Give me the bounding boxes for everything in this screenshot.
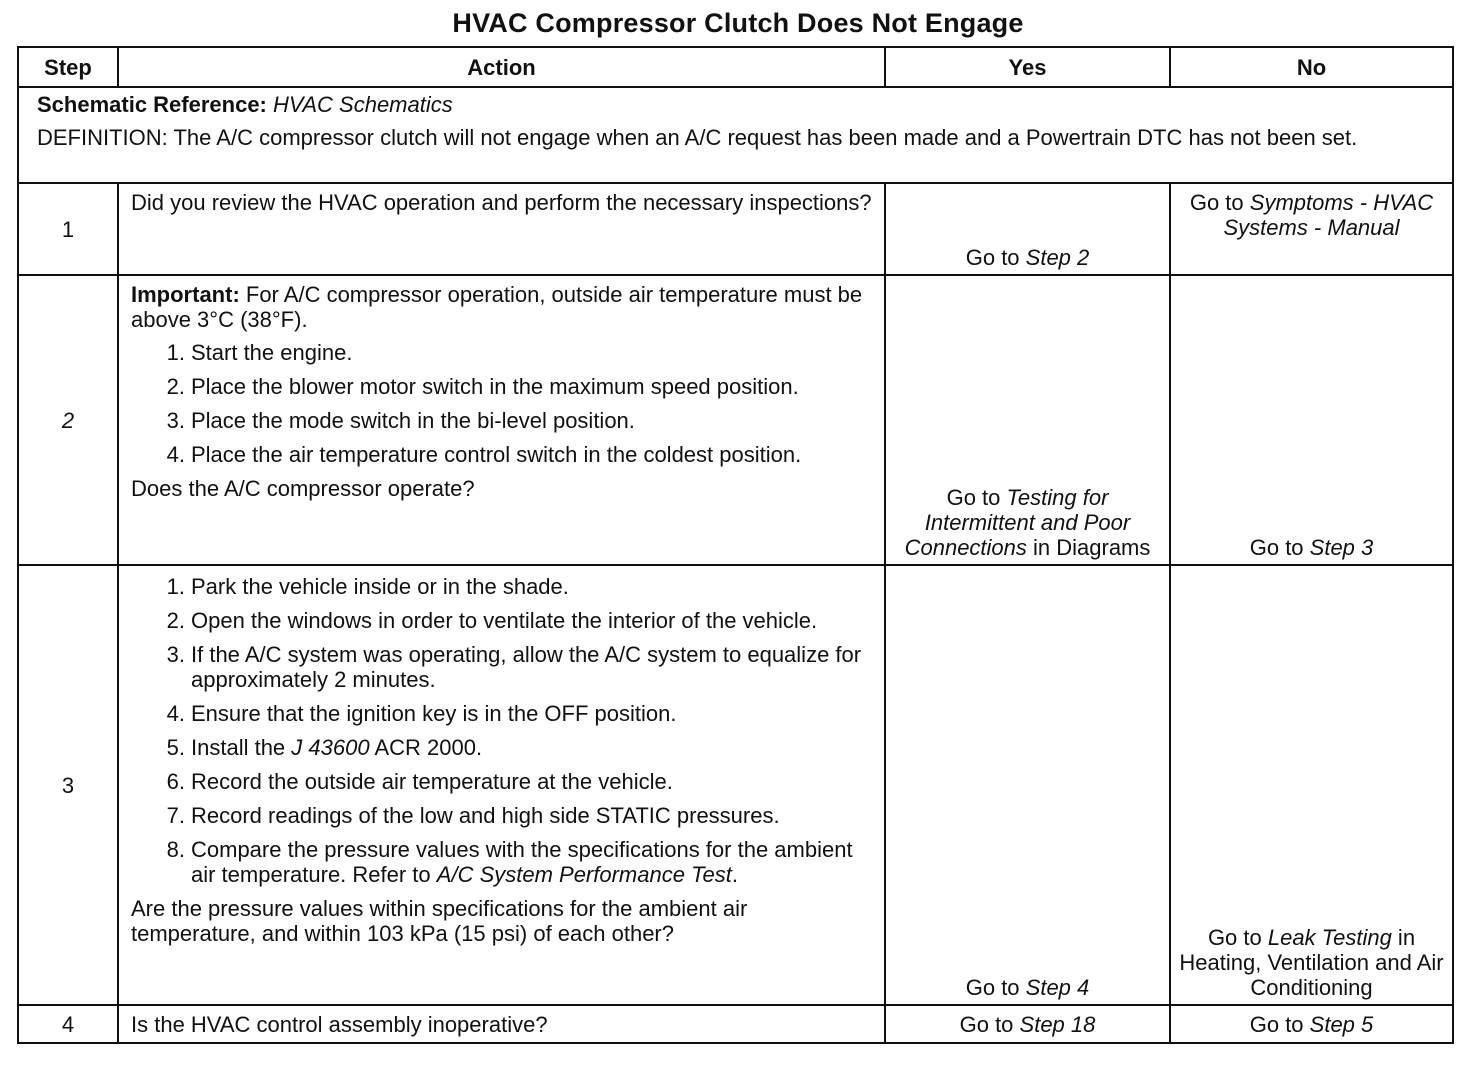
yes-result bbox=[885, 183, 1170, 275]
instruction-list bbox=[131, 340, 874, 467]
no-result bbox=[1170, 183, 1453, 275]
list-item: 1. Start the engine. bbox=[166, 340, 353, 365]
step-question: Are the pressure values within specifications for the ambient air temperature, and within 103 kPa (15 psi) of each other? bbox=[131, 896, 748, 946]
yes-link[interactable]: Step 18 bbox=[1019, 1011, 1096, 1037]
yes-link[interactable]: Step 2 bbox=[1025, 245, 1090, 270]
no-link[interactable]: Step 5 bbox=[1309, 1011, 1374, 1037]
action-cell bbox=[118, 1005, 885, 1043]
result-suffix: in Diagrams bbox=[1026, 535, 1151, 560]
header-row bbox=[18, 47, 1453, 87]
action-cell bbox=[118, 275, 885, 565]
result-prefix: Go to bbox=[1249, 535, 1310, 560]
table-row-step-1 bbox=[18, 183, 1453, 275]
list-item: 2. Open the windows in order to ventilate the interior of the vehicle. bbox=[166, 608, 818, 633]
header-yes: Yes bbox=[885, 47, 1170, 87]
header-no: No bbox=[1170, 47, 1453, 87]
no-link[interactable]: Leak Testing bbox=[1267, 925, 1392, 950]
list-item: 4. Place the air temperature control switch in the coldest position. bbox=[166, 442, 802, 467]
action-cell bbox=[118, 183, 885, 275]
important-label: Important: bbox=[131, 282, 240, 307]
yes-link[interactable]: Step 4 bbox=[1025, 975, 1090, 1000]
list-item: 2. Place the blower motor switch in the maximum speed position. bbox=[166, 374, 799, 399]
header-action: Action bbox=[118, 47, 885, 87]
list-item: 1. Park the vehicle inside or in the shade. bbox=[166, 574, 569, 599]
step-number: 2 bbox=[18, 275, 118, 565]
result-prefix: Go to bbox=[1249, 1011, 1310, 1037]
tool-reference: J 43600 bbox=[291, 735, 370, 760]
reference-cell bbox=[18, 87, 1453, 183]
action-cell bbox=[118, 565, 885, 1005]
list-item: 6. Record the outside air temperature at the vehicle. bbox=[166, 769, 673, 794]
no-result bbox=[1170, 1005, 1453, 1043]
list-item: 3. Place the mode switch in the bi-level position. bbox=[166, 408, 635, 433]
step-number: 4 bbox=[18, 1005, 118, 1043]
table-row-step-4 bbox=[18, 1005, 1453, 1043]
yes-link[interactable]: Testing for Intermittent and Poor Connections bbox=[904, 485, 1131, 560]
performance-test-link[interactable]: A/C System Performance Test bbox=[436, 862, 732, 887]
list-item: 7. Record readings of the low and high side STATIC pressures. bbox=[166, 803, 780, 828]
result-prefix: Go to bbox=[1189, 190, 1250, 215]
result-prefix: Go to bbox=[965, 975, 1026, 1000]
no-link[interactable]: Step 3 bbox=[1309, 535, 1374, 560]
header-step: Step bbox=[18, 47, 118, 87]
yes-result bbox=[885, 275, 1170, 565]
result-prefix: Go to bbox=[965, 245, 1026, 270]
page-title: HVAC Compressor Clutch Does Not Engage bbox=[452, 8, 1024, 38]
step-number: 1 bbox=[18, 183, 118, 275]
step-question: Is the HVAC control assembly inoperative? bbox=[131, 1011, 548, 1037]
no-link[interactable]: Symptoms - HVAC Systems - Manual bbox=[1223, 190, 1434, 240]
result-suffix: in Heating, Ventilation and Air Conditioning bbox=[1179, 925, 1444, 1000]
no-result bbox=[1170, 275, 1453, 565]
table-row-step-2 bbox=[18, 275, 1453, 565]
schematic-reference-link[interactable]: HVAC Schematics bbox=[273, 92, 453, 117]
reference-row bbox=[18, 87, 1453, 183]
result-prefix: Go to bbox=[1207, 925, 1268, 950]
result-prefix: Go to bbox=[946, 485, 1007, 510]
list-item: 5. Install the J 43600 ACR 2000. bbox=[166, 735, 483, 760]
definition-text: DEFINITION: The A/C compressor clutch will not engage when an A/C request has been made and a Powertrain DTC has not been set. bbox=[37, 125, 1358, 150]
list-item: 8. Compare the pressure values with the specifications for the ambient air temperature. Refer to A/C System Performance Test. bbox=[166, 837, 853, 887]
no-result bbox=[1170, 565, 1453, 1005]
important-text: For A/C compressor operation, outside air temperature must be above 3°C (38°F). bbox=[131, 282, 863, 332]
yes-result bbox=[885, 1005, 1170, 1043]
step-question: Does the A/C compressor operate? bbox=[131, 476, 475, 501]
step-number: 3 bbox=[18, 565, 118, 1005]
list-item: 4. Ensure that the ignition key is in the OFF position. bbox=[166, 701, 677, 726]
yes-result bbox=[885, 565, 1170, 1005]
instruction-list bbox=[131, 574, 874, 887]
list-item: 3. If the A/C system was operating, allow the A/C system to equalize for approximately 2 minutes. bbox=[166, 642, 862, 692]
result-prefix: Go to bbox=[959, 1011, 1020, 1037]
table-row-step-3 bbox=[18, 565, 1453, 1005]
step-question: Did you review the HVAC operation and perform the necessary inspections? bbox=[131, 190, 872, 215]
diagnostic-table bbox=[17, 46, 1454, 1044]
schematic-reference-label: Schematic Reference: bbox=[37, 92, 267, 117]
